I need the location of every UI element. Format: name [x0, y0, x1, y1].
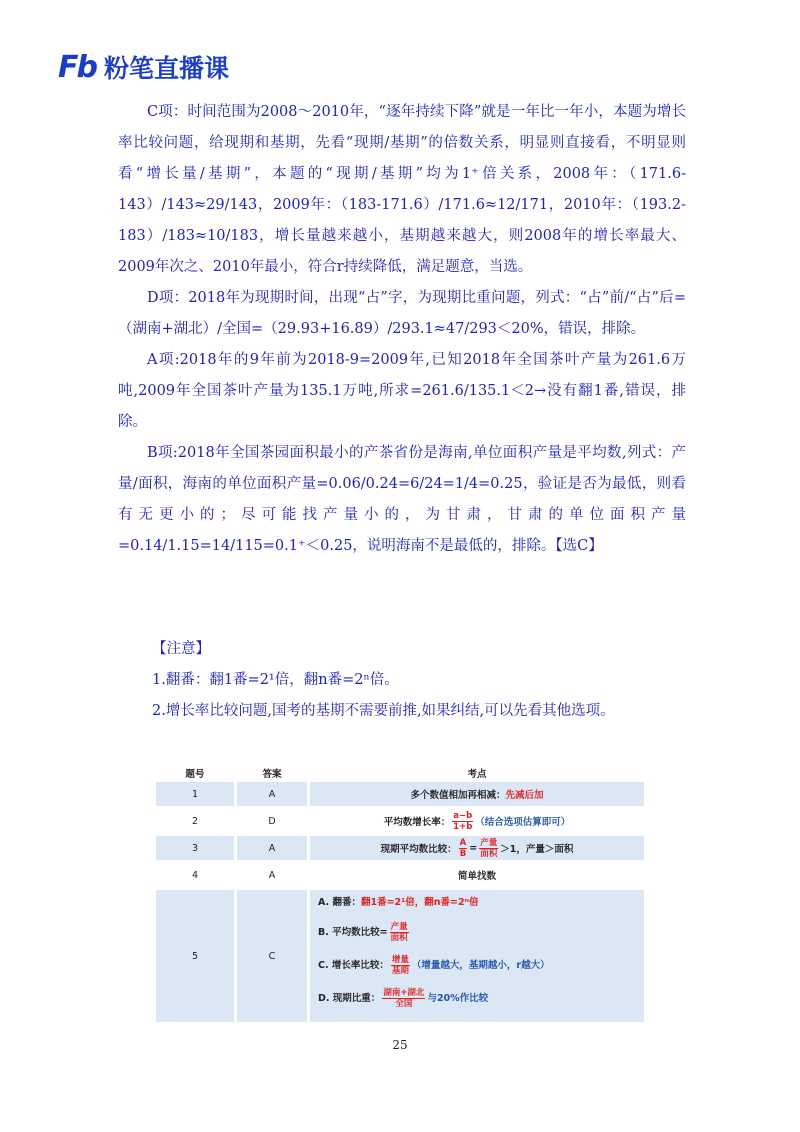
point-c: C. 增长率比较： $\frac{\text{增量}}{\text{基期}}$ （增量越大，基期越小，r越大）	[318, 955, 550, 976]
row-point	[310, 890, 644, 1022]
row-answer: D	[268, 815, 276, 827]
point-b: B. 平均数比较= $\frac{\text{产量}}{\text{面积}}$	[318, 922, 408, 943]
row-point: 现期平均数比较： $\frac{A}{B}$ = $\frac{\text{产量}}{\text{面积}}$ ＞1，产量＞面积	[310, 836, 644, 860]
row-number: 2	[191, 815, 199, 827]
fb-logo-icon: Fb	[58, 49, 96, 85]
row-point: 简单找数	[457, 871, 496, 882]
growth-fraction: $\frac{a-b}{1+b}$	[453, 810, 473, 832]
note-item: 2.增长率比较问题,国考的基期不需要前推,如果纠结,可以先看其他选项。	[152, 703, 615, 719]
table-header	[156, 764, 644, 782]
paragraph-option-a: A项:2018年的9年前为2018-9=2009年,已知2018年全国茶叶产量为261.6万吨,2009年全国茶叶产量为135.1万吨,所求=261.6/135.1＜2→没有翻1番,错误，排除。	[118, 352, 686, 430]
point-hint: （结合选项估算即可）	[475, 817, 571, 828]
share-fraction: $\frac{\text{湖南+湖北}}{\text{全国}}$	[383, 988, 425, 1009]
brand-name: 粉笔直播课	[103, 54, 229, 83]
ratio-fraction: $\frac{A}{B}$	[459, 837, 467, 859]
row-answer: A	[268, 869, 276, 881]
explanation-body	[118, 97, 686, 562]
row-point	[310, 782, 644, 806]
table-row	[156, 863, 644, 887]
row-answer: C	[237, 890, 307, 1022]
logo	[58, 50, 229, 84]
note-item: 1.翻番：翻1番=2¹倍，翻n番=2ⁿ倍。	[152, 672, 399, 688]
header-point: 考点	[467, 769, 487, 780]
point-highlight: 先减后加	[505, 790, 544, 801]
row-number: 5	[156, 890, 234, 1022]
point-a: A. 翻番：翻1番=2¹倍，翻n番=2ⁿ倍	[318, 897, 479, 908]
table-row	[156, 890, 644, 1022]
row-number: 3	[156, 836, 234, 860]
table-row	[156, 809, 644, 833]
yield-fraction: $\frac{\text{产量}}{\text{面积}}$	[480, 837, 498, 859]
notes-title: 【注意】	[152, 641, 210, 657]
table-row	[156, 782, 644, 806]
point-d: D. 现期比重： $\frac{\text{湖南+湖北}}{\text{全国}}$ 与20%作比较	[318, 988, 489, 1009]
header-number: 题号	[185, 769, 205, 780]
growth-rate-fraction: $\frac{\text{增量}}{\text{基期}}$	[391, 955, 409, 976]
point-text: 多个数值相加再相减：	[410, 790, 506, 801]
paragraph-option-b: B项:2018年全国茶园面积最小的产茶省份是海南,单位面积产量是平均数,列式：产量/面积，海南的单位面积产量=0.06/0.24=6/24=1/4=0.25，验证是否为最低，则看有无更小的；尽可能找产量小的，为甘肃，甘肃的单位面积产量=0.14/1.15=14/115=0.1⁺＜0.25，说明海南不是最低的，排除。【选C】	[118, 445, 686, 554]
header-answer: 答案	[262, 769, 282, 780]
point-text: 平均数增长率：	[383, 817, 451, 828]
row-answer: A	[237, 782, 307, 806]
point-tail: ＞1，产量＞面积	[500, 844, 574, 855]
row-number: 4	[191, 869, 199, 881]
point-text: 现期平均数比较：	[380, 844, 457, 855]
paragraph-option-d: D项：2018年为现期时间，出现“占”字，为现期比重问题，列式：“占”前/“占”后=（湖南+湖北）/全国=（29.93+16.89）/293.1≈47/293＜20%，错误，排除。	[118, 290, 686, 337]
row-answer: A	[237, 836, 307, 860]
row-number: 1	[156, 782, 234, 806]
average-fraction: $\frac{\text{产量}}{\text{面积}}$	[390, 922, 408, 943]
notes-section	[152, 634, 712, 727]
row-point	[310, 809, 644, 833]
table-row	[156, 836, 644, 860]
summary-table	[156, 764, 644, 1025]
paragraph-option-c: C项：时间范围为2008～2010年，“逐年持续下降”就是一年比一年小，本题为增长率比较问题，给现期和基期，先看“现期/基期”的倍数关系，明显则直接看，不明显则看“增长量/基期”，本题的“现期/基期”均为1⁺倍关系，2008年：（171.6-143）/143≈29/143，2009年：（183-171.6）/171.6≈12/171，2010年：（193.2-183）/183≈10/183，增长量越来越小，基期越来越大，则2008年的增长率最大、2009年次之、2010年最小，符合r持续降低，满足题意，当选。	[118, 104, 686, 275]
page-number: 25	[392, 1038, 408, 1052]
